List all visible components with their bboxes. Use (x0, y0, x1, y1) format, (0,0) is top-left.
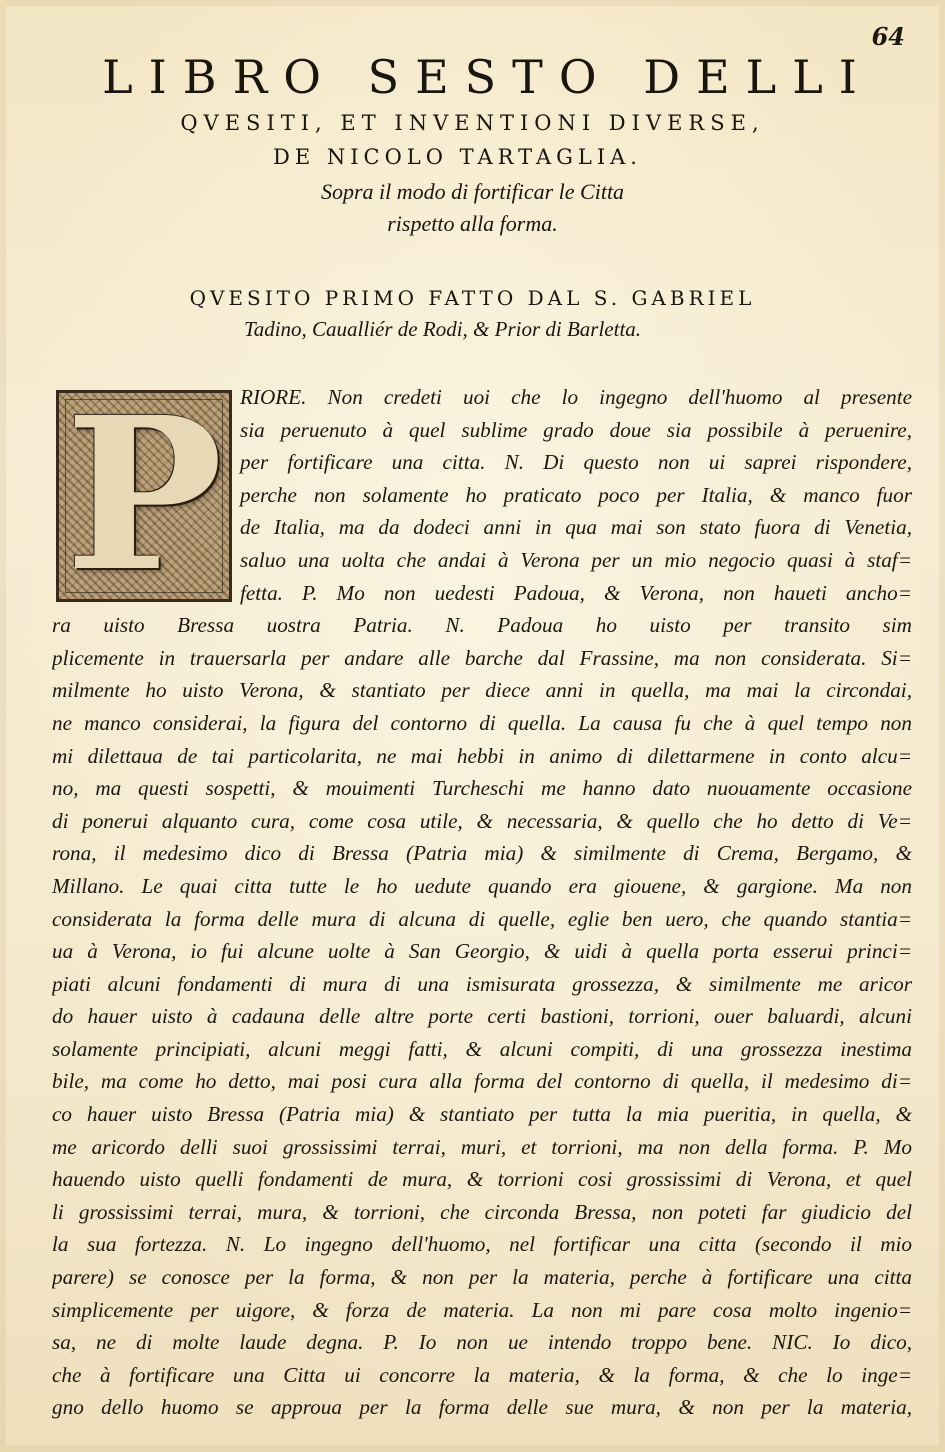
text-line: che à fortificare una Citta ui concorre la materia, & la forma, & che lo inge= (52, 1362, 912, 1387)
book-subtitle: QVESITI, ET INVENTIONI DIVERSE, (180, 111, 765, 135)
text-line: ne manco considerai, la figura del contorno di quella. La causa fu che à quel tempo non (52, 710, 912, 735)
text-line: per fortificare una citta. N. Di questo non ui saprei rispondere, (240, 450, 912, 475)
text-line: piati alcuni fondamenti di mura di una ismisurata grossezza, & similmente me aricor (52, 971, 912, 996)
text-line: me aricordo delli suoi grossissimi terrai, muri, et torrioni, ma non della forma. P. Mo (52, 1134, 912, 1159)
page-number: 64 (871, 22, 905, 51)
text-line: hauendo uisto quelli fondamenti de mura, & torrioni cosi grossissimi di Verona, et quel (52, 1167, 912, 1192)
text-line: parere) se conosce per la forma, & non per la materia, perche à fortificare una citta (52, 1265, 912, 1290)
chapter-header (0, 48, 945, 240)
text-line: sa, ne di molte laude degna. P. Io non ue intendo troppo bene. NIC. Io dico, (52, 1330, 912, 1355)
text-line: di ponerui alquanto cura, come cosa utile, & necessaria, & quello che ho detto di Ve= (52, 808, 912, 833)
text-line: solamente principiati, alcuni meggi fatti, & alcuni compiti, di una grossezza inestima (52, 1036, 912, 1061)
text-line: do hauer uisto à cadauna delle altre porte certi bastioni, torrioni, ouer baluardi, alcuni (52, 1004, 912, 1029)
text-line: saluo una uolta che andai à Verona per un mio negocio quasi à staf= (240, 547, 912, 572)
text-line: considerata la forma delle mura di alcuna di quelle, eglie ben uero, che quando stantia= (52, 906, 912, 931)
text-line: fetta. P. Mo non uedesti Padoua, & Verona, non haueti ancho= (240, 580, 912, 605)
text-line: gno dello huomo se approua per la forma delle sue mura, & non per la materia, (52, 1395, 912, 1420)
text-line: mi dilettaua de tai particolarita, ne mai hebbi in animo di dilettarmene in conto alcu= (52, 743, 912, 768)
text-line: no, ma questi sospetti, & mouimenti Turcheschi me hanno dato nuouamente occasione (52, 776, 912, 801)
body-text (52, 381, 912, 1424)
text-line: Millano. Le quai citta tutte le ho uedute quando era giouene, & gargione. Ma non (52, 873, 912, 898)
topic-line-1: Sopra il modo di fortificar le Citta (320, 179, 625, 204)
book-title: LIBRO SESTO DELLI (102, 50, 873, 104)
text-line: sia peruenuto à quel sublime grado doue sia possibile à peruenire, (240, 417, 912, 442)
text-line: de Italia, ma da dodeci anni in qua mai son stato fuora di Venetia, (240, 515, 912, 540)
text-line: li grossissimi terrai, mura, & torrioni, che circonda Bressa, non poteti far giudicio del (52, 1199, 912, 1224)
text-line: plicemente in trauersarla per andare alle barche dal Frassine, ma non considerata. Si= (52, 645, 912, 670)
quesito-subtitle: Tadino, Caualliér de Rodi, & Prior di Barletta. (243, 317, 642, 341)
quesito-heading (0, 282, 945, 344)
text-line: perche non solamente ho praticato poco per Italia, & manco fuor (240, 482, 912, 507)
drop-cap-letter: P (65, 390, 223, 602)
text-line: rona, il medesimo dico di Bressa (Patria mia) & similmente di Crema, Bergamo, & (52, 841, 912, 866)
text-line: bile, ma come ho detto, mai posi cura alla forma del contorno di quella, il medesimo di= (52, 1069, 912, 1094)
quesito-title: QVESITO PRIMO FATTO DAL S. GABRIEL (189, 286, 756, 310)
text-line: RIORE. Non credeti uoi che lo ingegno dell'huomo al presente (240, 385, 912, 409)
text-line: ra uisto Bressa uostra Patria. N. Padoua ho uisto per transito sim (52, 613, 912, 638)
text-line: ua à Verona, io fui alcune uolte à San Georgio, & uidi à quella porta esserui princi= (52, 939, 912, 964)
text-line: la sua fortezza. N. Lo ingegno dell'huomo, nel fortificar una citta (secondo il mio (52, 1232, 912, 1257)
text-line: co hauer uisto Bressa (Patria mia) & stantiato per tutta la mia pueritia, in quella, & (52, 1102, 912, 1127)
text-line: milmente ho uisto Verona, & stantiato per diece anni in quella, ma mai la circondai, (52, 678, 912, 703)
text-line: simplicemente per uigore, & forza de materia. La non mi pare cosa molto ingenio= (52, 1297, 912, 1322)
author-line: DE NICOLO TARTAGLIA. (273, 145, 642, 169)
topic-line-2: rispetto alla forma. (387, 211, 558, 236)
